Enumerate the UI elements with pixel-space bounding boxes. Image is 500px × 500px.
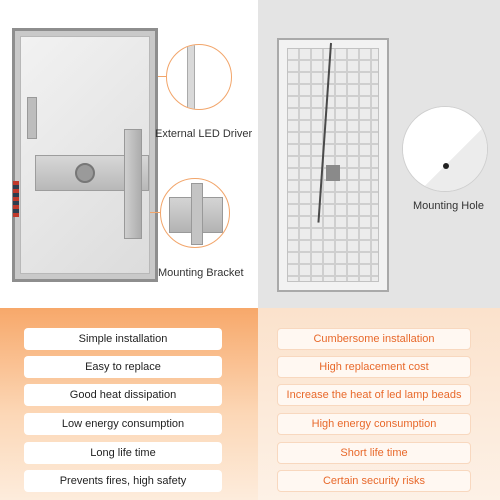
edge-clip: [27, 97, 37, 139]
advantage-item: Easy to replace: [24, 356, 222, 378]
driver-zoom-callout: [166, 44, 232, 110]
advantage-item: Low energy consumption: [24, 413, 222, 435]
disadvantage-item: High energy consumption: [277, 413, 471, 435]
led-panel-surface: [20, 36, 150, 274]
mounting-bracket-label: Mounting Bracket: [158, 267, 244, 279]
driver-connector: [75, 163, 95, 183]
power-wire: [13, 181, 19, 217]
product-sticker: [326, 165, 340, 181]
disadvantage-item: Certain security risks: [277, 470, 471, 492]
bracket-zoom-arm: [191, 183, 203, 245]
driver-zoom-detail: [187, 45, 195, 109]
power-cable: [317, 43, 332, 223]
advantage-item: Simple installation: [24, 328, 222, 350]
advantage-item: Long life time: [24, 442, 222, 464]
mounting-hole-icon: [443, 163, 449, 169]
advantage-item: Good heat dissipation: [24, 384, 222, 406]
mounting-bracket-vertical: [124, 129, 142, 239]
led-panel-back-grid: [277, 38, 389, 292]
disadvantage-item: Short life time: [277, 442, 471, 464]
mounting-hole-zoom-callout: [402, 106, 488, 192]
disadvantage-item: Increase the heat of led lamp beads: [277, 384, 471, 406]
panel-corner-detail: [403, 107, 487, 191]
callout-line-bracket: [150, 212, 160, 213]
disadvantage-item: High replacement cost: [277, 356, 471, 378]
led-grid-pattern: [287, 48, 379, 282]
external-driver-panel-section: [0, 0, 258, 308]
bracket-zoom-callout: [160, 178, 230, 248]
mounting-hole-label: Mounting Hole: [413, 200, 484, 212]
led-panel-back-external-driver: [12, 28, 158, 282]
disadvantage-item: Cumbersome installation: [277, 328, 471, 350]
external-led-driver-label: External LED Driver: [155, 128, 253, 140]
callout-line-driver: [158, 76, 166, 77]
advantage-item: Prevents fires, high safety: [24, 470, 222, 492]
